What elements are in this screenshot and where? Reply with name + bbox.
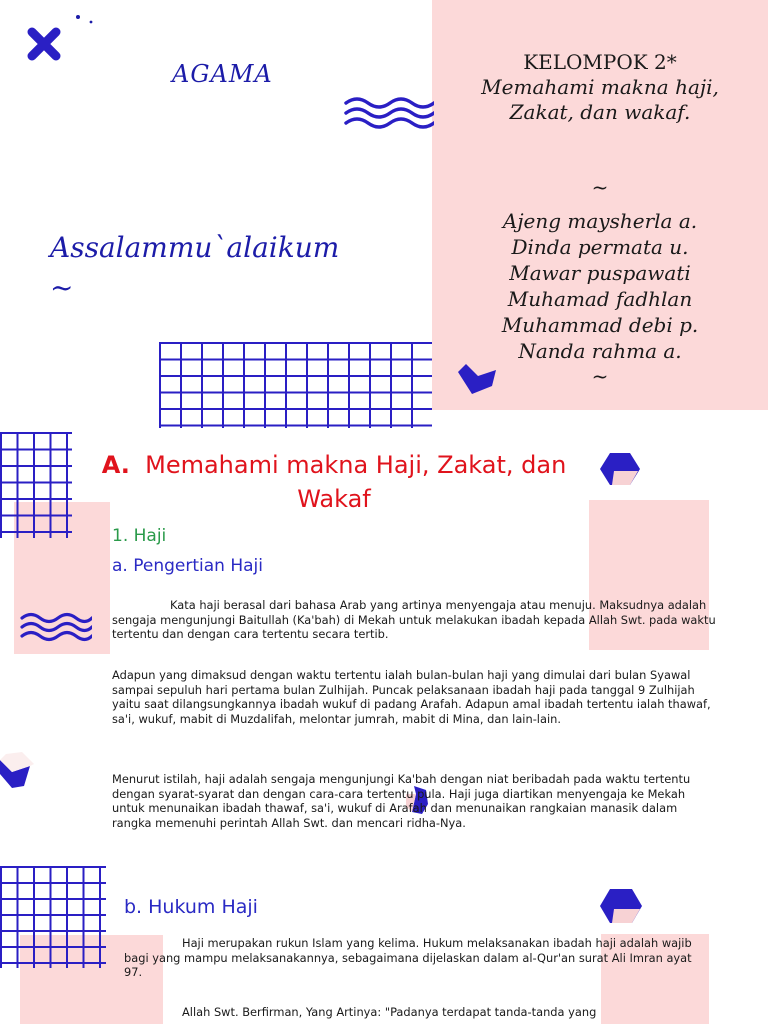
subsection-heading: 1. Haji — [112, 526, 167, 546]
section-title-line: Wakaf — [297, 485, 371, 513]
cover-text — [432, 50, 768, 389]
chevron-icon — [0, 752, 34, 794]
paragraph: Haji merupakan rukun Islam yang kelima. Hukum melaksanakan ibadah haji adalah wajib bagi yang mampu melaksanakannya, sebagaimana dijelaskan dalam al-Qur'an surat Ali Imran ayat 97. — [124, 936, 692, 980]
topic-line: Zakat, dan wakaf. — [509, 100, 691, 124]
waves-icon — [20, 612, 92, 642]
paragraph: Adapun yang dimaksud dengan waktu tertentu ialah bulan-bulan haji yang dimulai dari bulan Syawal sampai sepuluh hari pertama bulan Zulhijah. Puncak pelaksanaan ibadah haji pada tanggal 9 Zulhijah yaitu saat dilangsungkannya ibadah wukuf di padang Arafah. Adapun amal ibadah tertentu ialah thawaf, sa'i, wukuf, mabit di Muzdalifah, melontar jumrah, mabit di Mina, dan lain-lain. — [112, 668, 711, 726]
section-letter: A. — [101, 451, 130, 479]
member-list — [432, 208, 768, 364]
separator: ~ — [591, 175, 609, 199]
hexagon-icon — [600, 887, 642, 925]
paragraph: Kata haji berasal dari bahasa Arab yang artinya menyengaja atau menuju. Maksudnya adalah sengaja mengunjungi Baitullah (Ka'bah) di Mekah untuk melakukan ibadah kepada Allah Swt. pada waktu tertentu dan dengan cara tertentu secara tertib. — [112, 598, 716, 642]
member-name: Dinda permata u. — [511, 235, 689, 259]
member-name: Ajeng maysherla a. — [502, 209, 698, 233]
greeting-tilde: ~ — [50, 271, 74, 304]
waves-icon — [344, 96, 434, 130]
heading-pengertian: a. Pengertian Haji — [112, 556, 263, 576]
section-title — [74, 448, 594, 516]
hexagon-icon — [600, 451, 640, 487]
member-name: Muhammad debi p. — [501, 313, 699, 337]
topic-line: Memahami makna haji, — [481, 75, 719, 99]
grid-pattern — [0, 432, 72, 538]
section-title-line: Memahami makna Haji, Zakat, dan — [145, 451, 567, 479]
paragraph: Menurut istilah, haji adalah sengaja mengunjungi Ka'bah dengan niat beribadah pada waktu tertentu dengan syarat-syarat dan dengan cara-cara tertentu pula. Haji juga diartikan menyengaja ke Mekah untuk menunaikan ibadah thawaf, sa'i, wukuf di Arafah dan menunaikan rangkaian manasik dalam rangka memenuhi perintah Allah Swt. dan mencari ridha-Nya. — [112, 772, 691, 830]
greeting — [50, 228, 339, 308]
member-name: Mawar puspawati — [509, 261, 691, 285]
greeting-line: Assalammu`alaikum — [50, 231, 340, 264]
member-name: Muhamad fadhlan — [507, 287, 693, 311]
member-name: Nanda rahma a. — [518, 339, 682, 363]
dots-icon — [74, 14, 96, 24]
paragraph: Allah Swt. Berfirman, Yang Artinya: "Padanya terdapat tanda-tanda yang — [182, 1005, 597, 1019]
x-icon — [26, 26, 62, 62]
subject-title: AGAMA — [172, 60, 273, 88]
separator: ~ — [591, 364, 609, 388]
grid-pattern — [159, 342, 432, 428]
heading-hukum: b. Hukum Haji — [124, 896, 258, 918]
grid-pattern — [0, 866, 106, 968]
group-title: KELOMPOK 2* — [523, 50, 677, 74]
